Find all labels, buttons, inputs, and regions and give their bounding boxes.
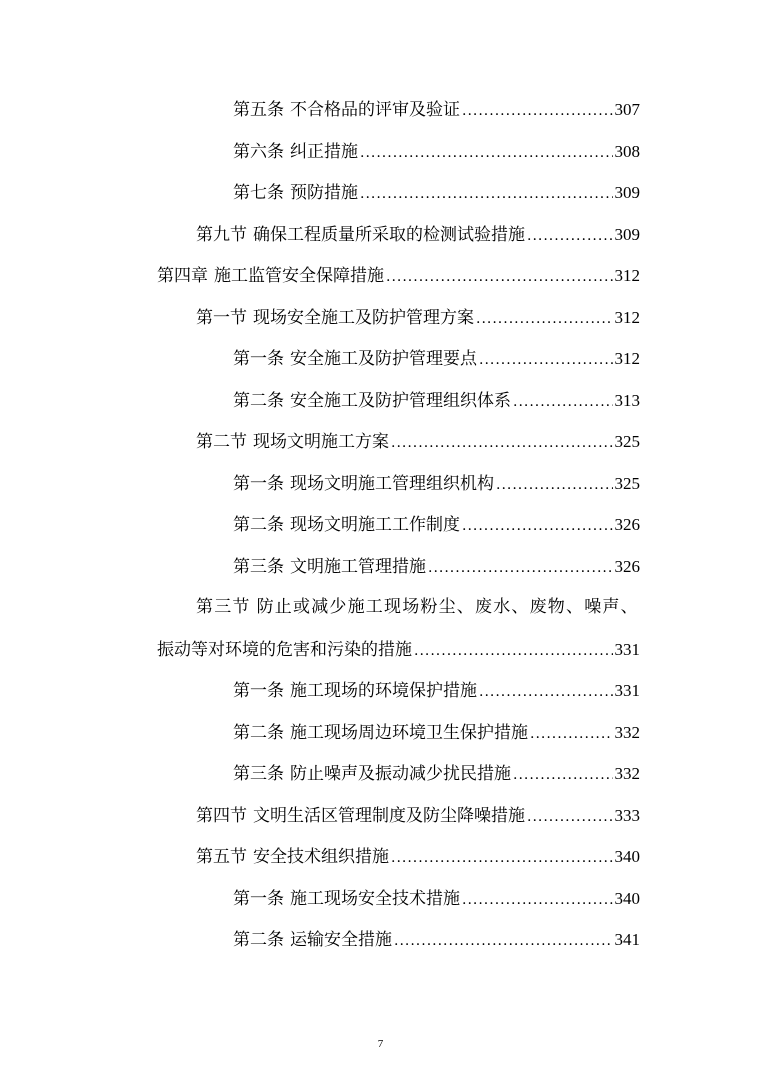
- dot-leader: [476, 299, 613, 341]
- dot-leader: [513, 755, 613, 797]
- toc-entry[interactable]: [0, 89, 761, 131]
- toc-entry-page: 332: [614, 722, 640, 742]
- toc-entry-label: [233, 381, 511, 423]
- toc-entry-label: [233, 879, 460, 921]
- toc-entry-page: 332: [614, 764, 640, 783]
- toc-entry-page: 331: [614, 639, 640, 659]
- toc-entry-number: 第七条: [233, 183, 284, 203]
- dot-leader: [360, 133, 613, 175]
- toc-entry[interactable]: [0, 753, 761, 795]
- toc-entry-number: 第二条: [233, 515, 284, 535]
- dot-leader: [462, 91, 613, 133]
- toc-entry-page: 331: [614, 681, 640, 700]
- toc-entry[interactable]: [0, 255, 761, 297]
- toc-entry-number: 第三节: [196, 597, 251, 617]
- toc-entry-number: 第五条: [233, 100, 284, 120]
- table-of-contents: [0, 89, 761, 961]
- toc-entry-title: 施工现场的环境保护措施: [290, 681, 477, 701]
- toc-entry-title: 安全技术组织措施: [253, 847, 389, 867]
- toc-entry-page: 325: [614, 432, 640, 451]
- toc-entry-title: 确保工程质量所采取的检测试验措施: [253, 224, 525, 245]
- toc-entry-title: 安全施工及防护管理要点: [290, 349, 477, 369]
- toc-entry-title: 纠正措施: [290, 141, 358, 162]
- toc-entry-continuation[interactable]: [0, 629, 761, 671]
- toc-entry-label: [233, 713, 528, 755]
- toc-entry-number: 第二节: [196, 432, 247, 452]
- toc-entry-title: 预防措施: [290, 183, 358, 203]
- toc-entry-title: 安全施工及防护管理组织体系: [290, 390, 511, 411]
- toc-entry-label: [233, 505, 460, 547]
- toc-entry[interactable]: [0, 172, 761, 214]
- toc-entry-title: 施工现场周边环境卫生保护措施: [290, 722, 528, 743]
- toc-entry-number: 第二条: [233, 930, 284, 950]
- toc-entry-label: [196, 837, 389, 879]
- toc-entry-page: 341: [614, 930, 640, 949]
- page-number: 7: [377, 1038, 384, 1050]
- dot-leader: [391, 423, 613, 465]
- toc-entry-label: [196, 587, 639, 629]
- toc-entry-title: 施工现场安全技术措施: [290, 888, 460, 909]
- toc-entry[interactable]: [0, 670, 761, 712]
- toc-entry-page: 326: [614, 556, 640, 576]
- toc-entry-number: 第一条: [233, 349, 284, 369]
- dot-leader: [394, 921, 613, 963]
- toc-entry[interactable]: [0, 878, 761, 920]
- dot-leader: [462, 506, 613, 548]
- toc-entry[interactable]: [0, 214, 761, 256]
- toc-entry[interactable]: [0, 297, 761, 339]
- toc-entry-label: [196, 422, 389, 464]
- toc-entry-number: 第三条: [233, 556, 284, 577]
- toc-entry[interactable]: [0, 836, 761, 878]
- toc-entry-label: [233, 547, 426, 589]
- toc-entry-title: 运输安全措施: [290, 930, 392, 950]
- toc-entry-page: 309: [614, 224, 640, 244]
- toc-entry-page: 307: [614, 100, 640, 119]
- toc-entry-page: 312: [614, 307, 640, 327]
- toc-entry-number: 第一条: [233, 681, 284, 701]
- toc-entry-number: 第九节: [196, 224, 247, 245]
- toc-entry-page: 309: [614, 183, 640, 202]
- toc-entry-title: 现场安全施工及防护管理方案: [253, 307, 474, 328]
- toc-entry-title: 防止噪声及振动减少扰民措施: [290, 764, 511, 784]
- dot-leader: [462, 880, 613, 922]
- toc-entry[interactable]: [0, 463, 761, 505]
- toc-entry-label: [233, 464, 494, 506]
- dot-leader: [530, 714, 613, 756]
- dot-leader: [527, 797, 613, 839]
- dot-leader: [414, 631, 613, 673]
- dot-leader: [479, 672, 613, 714]
- toc-entry[interactable]: [0, 587, 761, 629]
- toc-entry-title: 施工监管安全保障措施: [214, 266, 384, 286]
- toc-entry[interactable]: [0, 131, 761, 173]
- toc-entry-label: [196, 298, 474, 340]
- toc-entry-page: 340: [614, 847, 640, 866]
- toc-entry-number: 第四章: [157, 266, 208, 286]
- toc-entry-page: 326: [614, 515, 640, 534]
- toc-entry-number: 第二条: [233, 722, 284, 743]
- toc-entry[interactable]: [0, 712, 761, 754]
- dot-leader: [496, 465, 613, 507]
- toc-entry-label: [233, 132, 358, 174]
- toc-entry-title: 现场文明施工管理组织机构: [290, 473, 494, 494]
- toc-entry-page: 340: [614, 888, 640, 908]
- toc-entry[interactable]: [0, 338, 761, 380]
- toc-entry-number: 第六条: [233, 141, 284, 162]
- toc-entry-label: [233, 339, 477, 381]
- toc-entry[interactable]: [0, 795, 761, 837]
- toc-entry-number: 第一条: [233, 888, 284, 909]
- toc-entry[interactable]: [0, 919, 761, 961]
- toc-entry-number: 第三条: [233, 764, 284, 784]
- toc-entry-label: [233, 754, 511, 796]
- toc-entry-title: 现场文明施工工作制度: [290, 515, 460, 535]
- toc-entry-page: 312: [614, 349, 640, 368]
- toc-entry-title: 文明生活区管理制度及防尘降噪措施: [253, 805, 525, 826]
- toc-entry-page: 333: [614, 805, 640, 825]
- toc-entry-label: [233, 173, 358, 215]
- dot-leader: [428, 548, 613, 590]
- toc-entry-page: 313: [614, 390, 640, 410]
- dot-leader: [479, 340, 613, 382]
- toc-entry[interactable]: [0, 504, 761, 546]
- dot-leader: [360, 174, 613, 216]
- toc-entry-title: 防止或减少施工现场粉尘、废水、废物、噪声、: [256, 597, 639, 617]
- toc-entry-title: 现场文明施工方案: [253, 432, 389, 452]
- toc-entry-page: 312: [614, 266, 640, 285]
- toc-entry-label: [196, 796, 525, 838]
- toc-entry-label: [233, 671, 477, 713]
- toc-entry-title: 文明施工管理措施: [290, 556, 426, 577]
- dot-leader: [391, 838, 613, 880]
- toc-entry-title: 不合格品的评审及验证: [290, 100, 460, 120]
- dot-leader: [527, 216, 613, 258]
- toc-entry-label: [157, 256, 384, 298]
- toc-entry-number: 第一节: [196, 307, 247, 328]
- toc-entry-number: 第四节: [196, 805, 247, 826]
- toc-entry-label: [233, 90, 460, 132]
- dot-leader: [386, 257, 613, 299]
- toc-entry-number: 第二条: [233, 390, 284, 411]
- toc-entry[interactable]: [0, 421, 761, 463]
- toc-entry-label: [196, 215, 525, 257]
- toc-entry-page: 325: [614, 473, 640, 493]
- toc-entry-label: [233, 920, 392, 962]
- toc-entry-page: 308: [614, 141, 640, 161]
- toc-entry[interactable]: [0, 380, 761, 422]
- toc-entry[interactable]: [0, 546, 761, 588]
- toc-entry-number: 第五节: [196, 847, 247, 867]
- toc-entry-title-continuation: 振动等对环境的危害和污染的措施: [157, 639, 412, 660]
- dot-leader: [513, 382, 613, 424]
- toc-entry-number: 第一条: [233, 473, 284, 494]
